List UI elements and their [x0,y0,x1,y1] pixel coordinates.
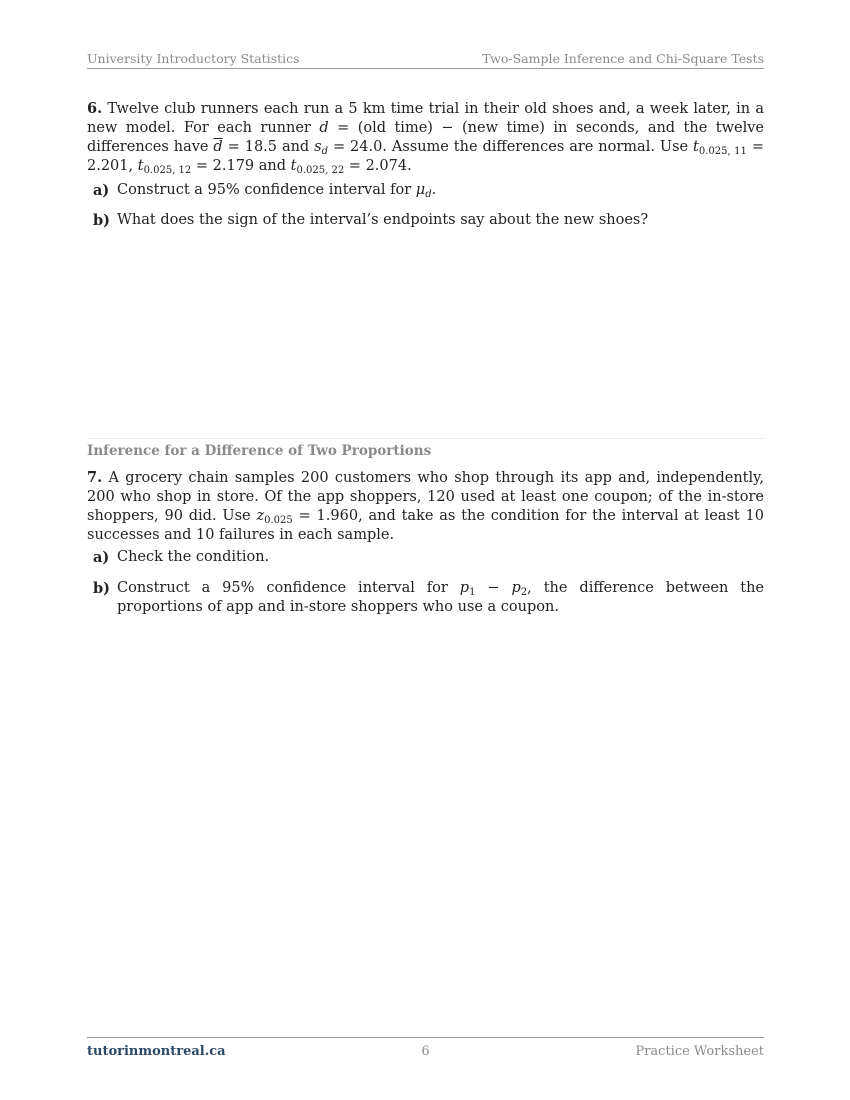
problem-7-part-a: a) Check the condition. [93,549,270,566]
page-footer [87,1037,764,1060]
t-critical-12: t [137,158,144,174]
part-label: b) [93,212,110,229]
header-course-title: University Introductory Statistics [87,51,300,66]
page-number: 6 [421,1044,430,1059]
footer-site-link[interactable]: tutorinmontreal.ca [87,1044,226,1059]
part-label: b) [93,580,110,597]
problem-6-part-a: a) Construct a 95% confidence interval for $\mu_d$. [93,182,437,200]
problem-7 [87,468,764,617]
problem-7-part-b: b) Construct a 95% confidence interval for $p_1 - p_2$, the difference between the proportions of app and in-store shoppers who use a coupon. [93,580,765,615]
var-d: d [319,120,329,136]
header-chapter-title: Two-Sample Inference and Chi-Square Tests [482,51,764,66]
section-title: Inference for a Difference of Two Proportions [87,443,432,459]
problem-number: 6. [87,100,103,117]
var-s: s [314,139,322,155]
problem-6-statement: 6. Twelve club runners each run a 5 km time trial in their old shoes and, a week later, in a new model. For each runner d = (old time) − (new time) in seconds, and the twelve differences have $\overline{d} = 18.5$ and $s_d = 24.0$. Assume the differences are normal. Use $t_{0.025, 11} = 2.201$, $t_{0.025, 12} = 2.179$ and $t_{0.025, 22} = 2.074$. [87,100,765,176]
problem-6 [87,99,764,230]
page-header [87,50,764,69]
problem-number: 7. [87,469,103,486]
var-d-bar: $\overline{d}$ [213,139,223,155]
problem-6-part-b: b) What does the sign of the interval’s endpoints say about the new shoes? [93,212,649,229]
t-critical-11: t [693,139,699,155]
part-label: a) [93,549,110,566]
problem-7-statement: 7. A grocery chain samples 200 customers who shop through its app and, independently, 200 who shop in store. Of the app shoppers, 120 used at least one coupon; of the in-store shoppers, 90 did. Use $z_{0.025} = 1.960$, and take as the condition for the interval at least 10 successes and 10 failures in each sample. [87,469,765,543]
part-label: a) [93,182,110,199]
z-critical: z [256,508,265,524]
t-critical-22: t [290,158,297,174]
footer-doc-label: Practice Worksheet [635,1044,764,1059]
section-divider [87,438,764,439]
